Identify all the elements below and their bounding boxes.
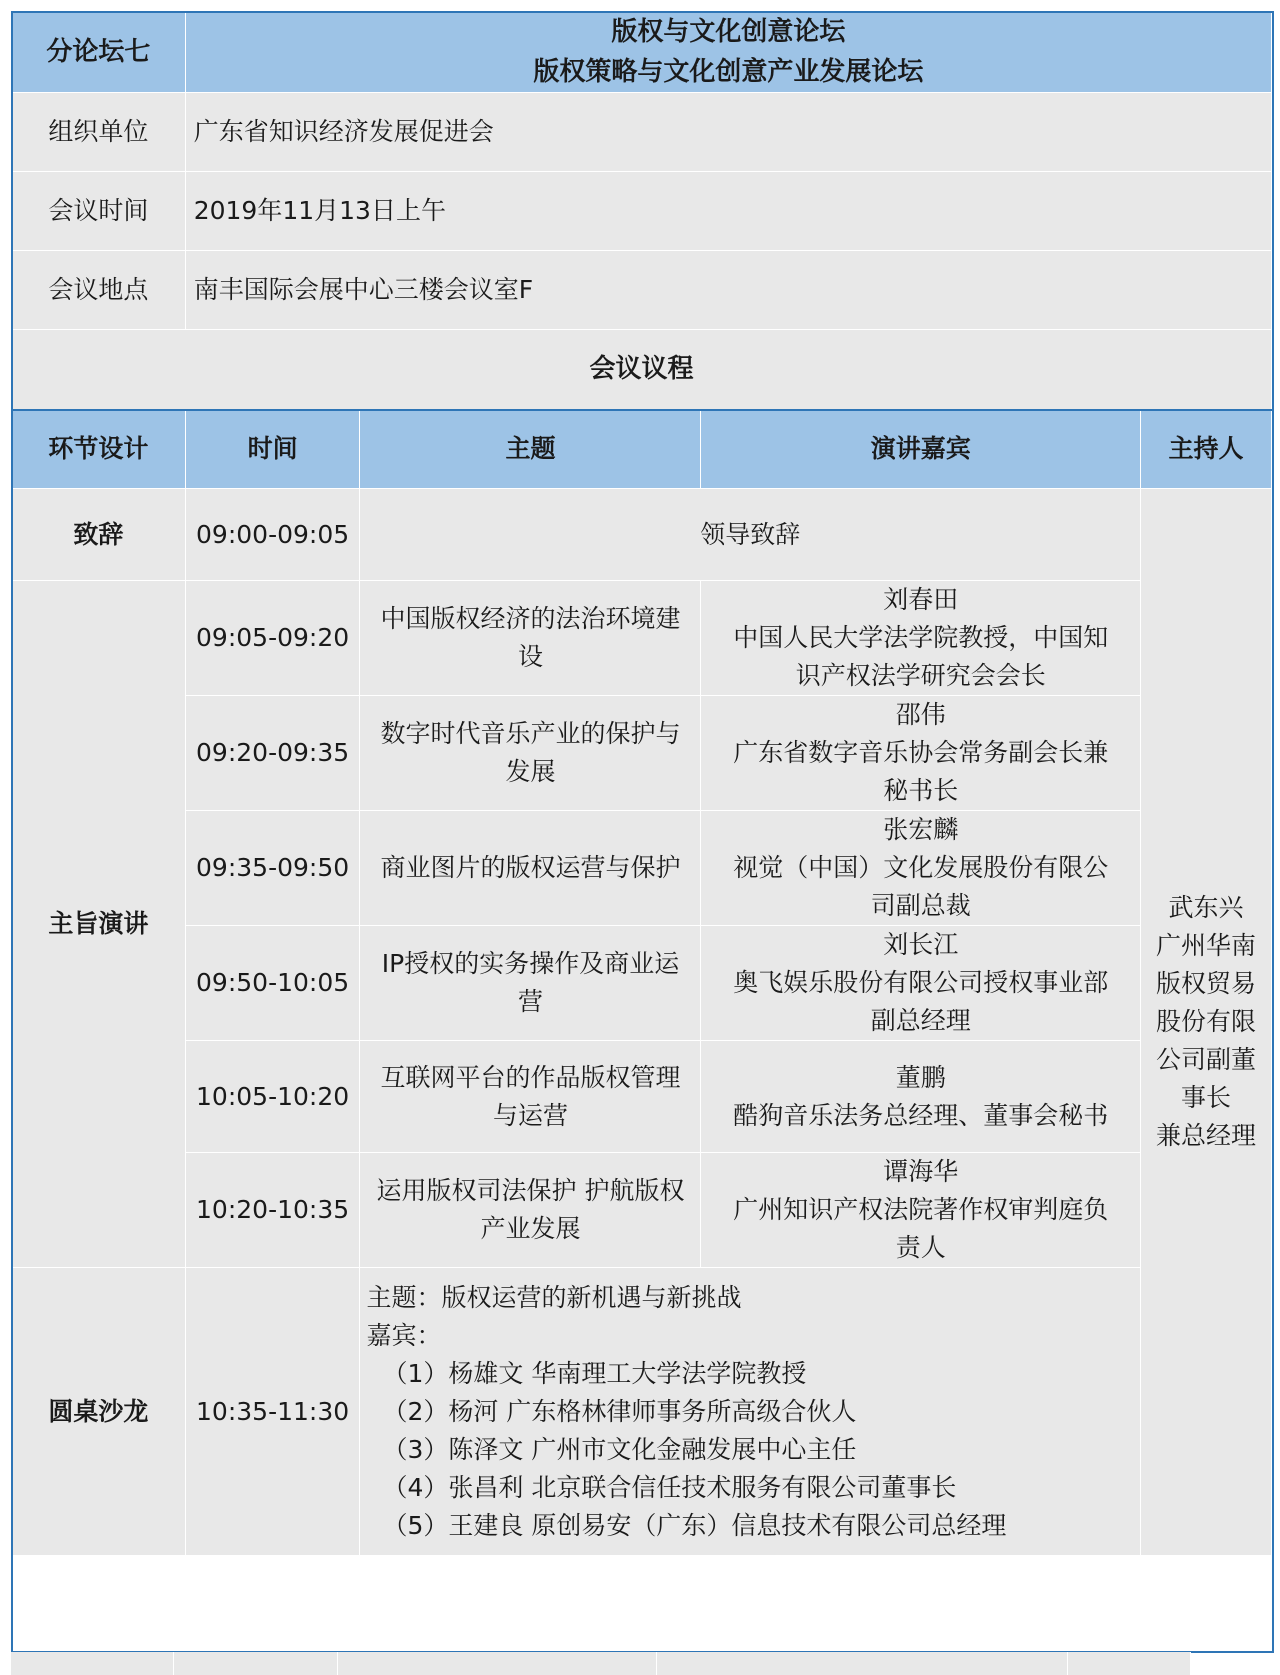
talk-topic: 运用版权司法保护 护航版权 产业发展 xyxy=(360,1153,701,1268)
talk-time: 10:20-10:35 xyxy=(185,1153,360,1268)
talk-topic: 商业图片的版权运营与保护 xyxy=(360,811,701,926)
talk-time: 09:05-09:20 xyxy=(185,581,360,696)
salon-details xyxy=(360,1268,1141,1556)
host-cell: 武东兴 广州华南 版权贸易 股份有限 公司副董 事长 兼总经理 xyxy=(1141,489,1272,1556)
talk-topic: 互联网平台的作品版权管理 与运营 xyxy=(360,1041,701,1153)
strip-cell xyxy=(657,1652,1068,1675)
salon-guest: （5）王建良 原创易安（广东）信息技术有限公司总经理 xyxy=(382,1510,1007,1540)
info-label-venue: 会议地点 xyxy=(12,251,186,330)
salon-guest: （4）张昌利 北京联合信任技术服务有限公司董事长 xyxy=(382,1472,957,1502)
talk-speaker: 邵伟 广东省数字音乐协会常务副会长兼 秘书长 xyxy=(701,696,1141,811)
forum-title-line2: 版权策略与文化创意产业发展论坛 xyxy=(533,57,924,87)
forum-agenda-table xyxy=(11,11,1272,1556)
column-header-topic: 主题 xyxy=(360,410,701,489)
talk-time: 09:35-09:50 xyxy=(185,811,360,926)
column-header-time: 时间 xyxy=(185,410,360,489)
section-opening: 致辞 xyxy=(12,489,186,581)
column-header-speaker: 演讲嘉宾 xyxy=(701,410,1141,489)
talk-topic: 数字时代音乐产业的保护与 发展 xyxy=(360,696,701,811)
talk-speaker: 张宏麟 视觉（中国）文化发展股份有限公 司副总裁 xyxy=(701,811,1141,926)
talk-speaker: 谭海华 广州知识产权法院著作权审判庭负 责人 xyxy=(701,1153,1141,1268)
talk-time: 09:20-09:35 xyxy=(185,696,360,811)
strip-cell xyxy=(1068,1652,1191,1675)
info-value-venue: 南丰国际会展中心三楼会议室F xyxy=(185,251,1271,330)
salon-guest: （3）陈泽文 广州市文化金融发展中心主任 xyxy=(382,1434,857,1464)
column-header-section: 环节设计 xyxy=(12,410,186,489)
section-salon: 圆桌沙龙 xyxy=(12,1268,186,1556)
salon-guest: （1）杨雄文 华南理工大学法学院教授 xyxy=(382,1358,807,1388)
salon-guests-label: 嘉宾： xyxy=(366,1320,442,1350)
talk-topic: IP授权的实务操作及商业运 营 xyxy=(360,926,701,1041)
talk-time: 09:50-10:05 xyxy=(185,926,360,1041)
strip-cell xyxy=(338,1652,657,1675)
info-label-organizer: 组织单位 xyxy=(12,93,186,172)
forum-title xyxy=(185,12,1271,93)
info-label-time: 会议时间 xyxy=(12,172,186,251)
forum-title-line1: 版权与文化创意论坛 xyxy=(611,17,846,47)
talk-speaker: 刘长江 奥飞娱乐股份有限公司授权事业部 副总经理 xyxy=(701,926,1141,1041)
column-header-host: 主持人 xyxy=(1141,410,1272,489)
forum-label: 分论坛七 xyxy=(12,12,186,93)
strip-cell xyxy=(11,1652,174,1675)
talk-speaker: 刘春田 中国人民大学法学院教授，中国知 识产权法学研究会会长 xyxy=(701,581,1141,696)
talk-speaker: 董鹏 酷狗音乐法务总经理、董事会秘书 xyxy=(701,1041,1141,1153)
section-keynote: 主旨演讲 xyxy=(12,581,186,1268)
opening-content: 领导致辞 xyxy=(360,489,1141,581)
table-bottom-strip xyxy=(11,1652,1272,1675)
salon-theme: 主题：版权运营的新机遇与新挑战 xyxy=(366,1282,742,1312)
info-value-organizer: 广东省知识经济发展促进会 xyxy=(185,93,1271,172)
talk-topic: 中国版权经济的法治环境建 设 xyxy=(360,581,701,696)
info-value-time: 2019年11月13日上午 xyxy=(185,172,1271,251)
salon-guest: （2）杨河 广东格林律师事务所高级合伙人 xyxy=(382,1396,857,1426)
salon-time: 10:35-11:30 xyxy=(185,1268,360,1556)
strip-cell xyxy=(174,1652,338,1675)
talk-time: 10:05-10:20 xyxy=(185,1041,360,1153)
opening-time: 09:00-09:05 xyxy=(185,489,360,581)
agenda-title: 会议议程 xyxy=(12,330,1272,410)
